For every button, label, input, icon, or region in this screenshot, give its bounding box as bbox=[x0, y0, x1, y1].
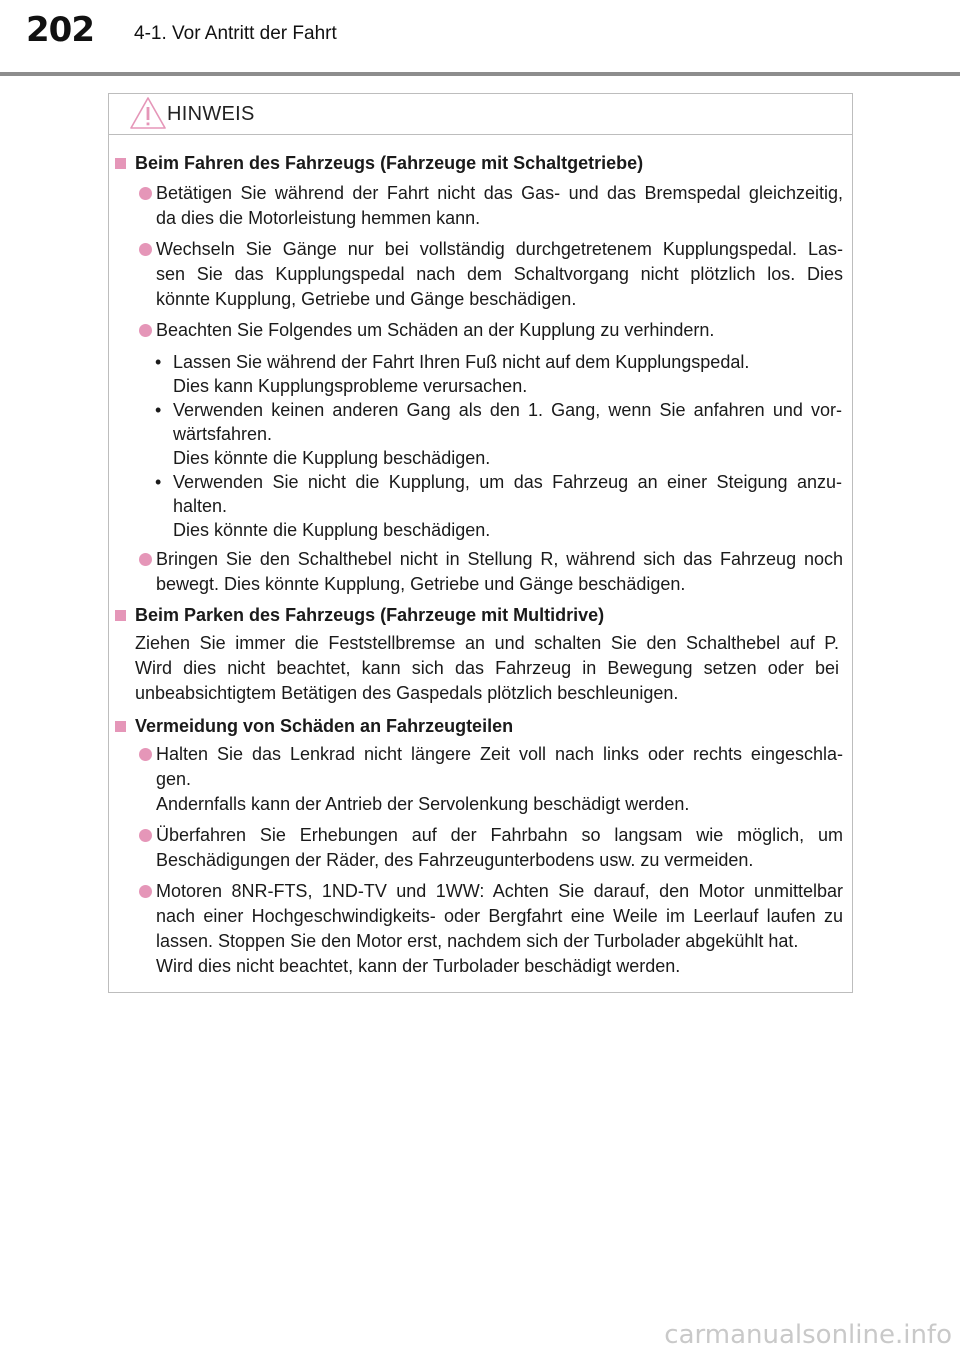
item-line: Wird dies nicht beachtet, kann der Turbolader beschädigt werden. bbox=[156, 956, 681, 976]
subitem-line: Verwenden keinen anderen Gang als den 1. Gang, wenn Sie anfahren und vor- bbox=[173, 400, 842, 420]
item-line: Beachten Sie Folgendes um Schäden an der Kupplung zu verhindern. bbox=[156, 320, 715, 340]
subitem-bullet: • bbox=[155, 352, 162, 372]
notice-label: HINWEIS bbox=[167, 103, 255, 125]
subitem-bullet: • bbox=[155, 472, 162, 492]
section-heading: Vermeidung von Schäden an Fahrzeugteilen bbox=[135, 716, 514, 736]
item-line: gen. bbox=[156, 769, 192, 789]
item-line: Halten Sie das Lenkrad nicht längere Zeit voll nach links oder rechts eingeschla- bbox=[156, 744, 843, 764]
item-line: Beschädigungen der Räder, des Fahrzeugunterbodens usw. zu vermeiden. bbox=[156, 850, 754, 870]
item-line: Motoren 8NR-FTS, 1ND-TV und 1WW: Achten Sie darauf, den Motor unmittelbar bbox=[156, 881, 843, 901]
subitem-line: Lassen Sie während der Fahrt Ihren Fuß nicht auf dem Kupplungspedal. bbox=[173, 352, 750, 372]
item-bullet bbox=[139, 243, 152, 256]
item-line: bewegt. Dies könnte Kupplung, Getriebe und Gänge beschädigen. bbox=[156, 574, 686, 594]
item-line: Überfahren Sie Erhebungen auf der Fahrbahn so langsam wie möglich, um bbox=[156, 825, 843, 845]
item-bullet bbox=[139, 187, 152, 200]
subitem-line: wärtsfahren. bbox=[173, 424, 273, 444]
body-line: Ziehen Sie immer die Feststellbremse an und schalten Sie den Schalthebel auf P. bbox=[135, 633, 839, 653]
body-line: Wird dies nicht beachtet, kann sich das Fahrzeug in Bewegung setzen oder bei bbox=[135, 658, 839, 678]
notice-header bbox=[109, 94, 852, 135]
body-line: unbeabsichtigtem Betätigen des Gaspedals plötzlich beschleunigen. bbox=[135, 683, 679, 703]
item-line: Bringen Sie den Schalthebel nicht in Stellung R, während sich das Fahrzeug noch bbox=[156, 549, 843, 569]
section-heading: Beim Parken des Fahrzeugs (Fahrzeuge mit Multidrive) bbox=[135, 605, 605, 625]
item-line: Andernfalls kann der Antrieb der Servolenkung beschädigt werden. bbox=[156, 794, 690, 814]
item-bullet bbox=[139, 885, 152, 898]
section-title: 4-1. Vor Antritt der Fahrt bbox=[134, 23, 337, 44]
item-bullet bbox=[139, 748, 152, 761]
item-line: Betätigen Sie während der Fahrt nicht das Gas- und das Bremspedal gleichzeitig, bbox=[156, 183, 843, 203]
item-bullet bbox=[139, 553, 152, 566]
watermark: carmanualsonline.info bbox=[664, 1320, 952, 1350]
item-bullet bbox=[139, 829, 152, 842]
subitem-line: halten. bbox=[173, 496, 228, 516]
warning-triangle-icon bbox=[129, 96, 167, 130]
subitem-line: Dies könnte die Kupplung beschädigen. bbox=[173, 448, 491, 468]
item-bullet bbox=[139, 324, 152, 337]
item-line: sen Sie das Kupplungspedal nach dem Schaltvorgang nicht plötzlich los. Dies bbox=[156, 264, 843, 284]
item-line: Wechseln Sie Gänge nur bei vollständig durchgetretenem Kupplungspedal. Las- bbox=[156, 239, 843, 259]
section-marker bbox=[115, 721, 126, 732]
subitem-line: Verwenden Sie nicht die Kupplung, um das Fahrzeug an einer Steigung anzu- bbox=[173, 472, 842, 492]
subitem-line: Dies könnte die Kupplung beschädigen. bbox=[173, 520, 491, 540]
item-line: lassen. Stoppen Sie den Motor erst, nachdem sich der Turbolader abgekühlt hat. bbox=[156, 931, 799, 951]
item-line: könnte Kupplung, Getriebe und Gänge beschädigen. bbox=[156, 289, 577, 309]
notice-box bbox=[108, 93, 853, 993]
subitem-bullet: • bbox=[155, 400, 162, 420]
item-line: da dies die Motorleistung hemmen kann. bbox=[156, 208, 481, 228]
section-heading: Beim Fahren des Fahrzeugs (Fahrzeuge mit Schaltgetriebe) bbox=[135, 153, 644, 173]
section-marker bbox=[115, 158, 126, 169]
page-number: 202 bbox=[26, 10, 94, 50]
item-line: nach einer Hochgeschwindigkeits- oder Bergfahrt eine Weile im Leerlauf laufen zu bbox=[156, 906, 843, 926]
section-marker bbox=[115, 610, 126, 621]
subitem-line: Dies kann Kupplungsprobleme verursachen. bbox=[173, 376, 528, 396]
header-divider bbox=[0, 72, 960, 76]
